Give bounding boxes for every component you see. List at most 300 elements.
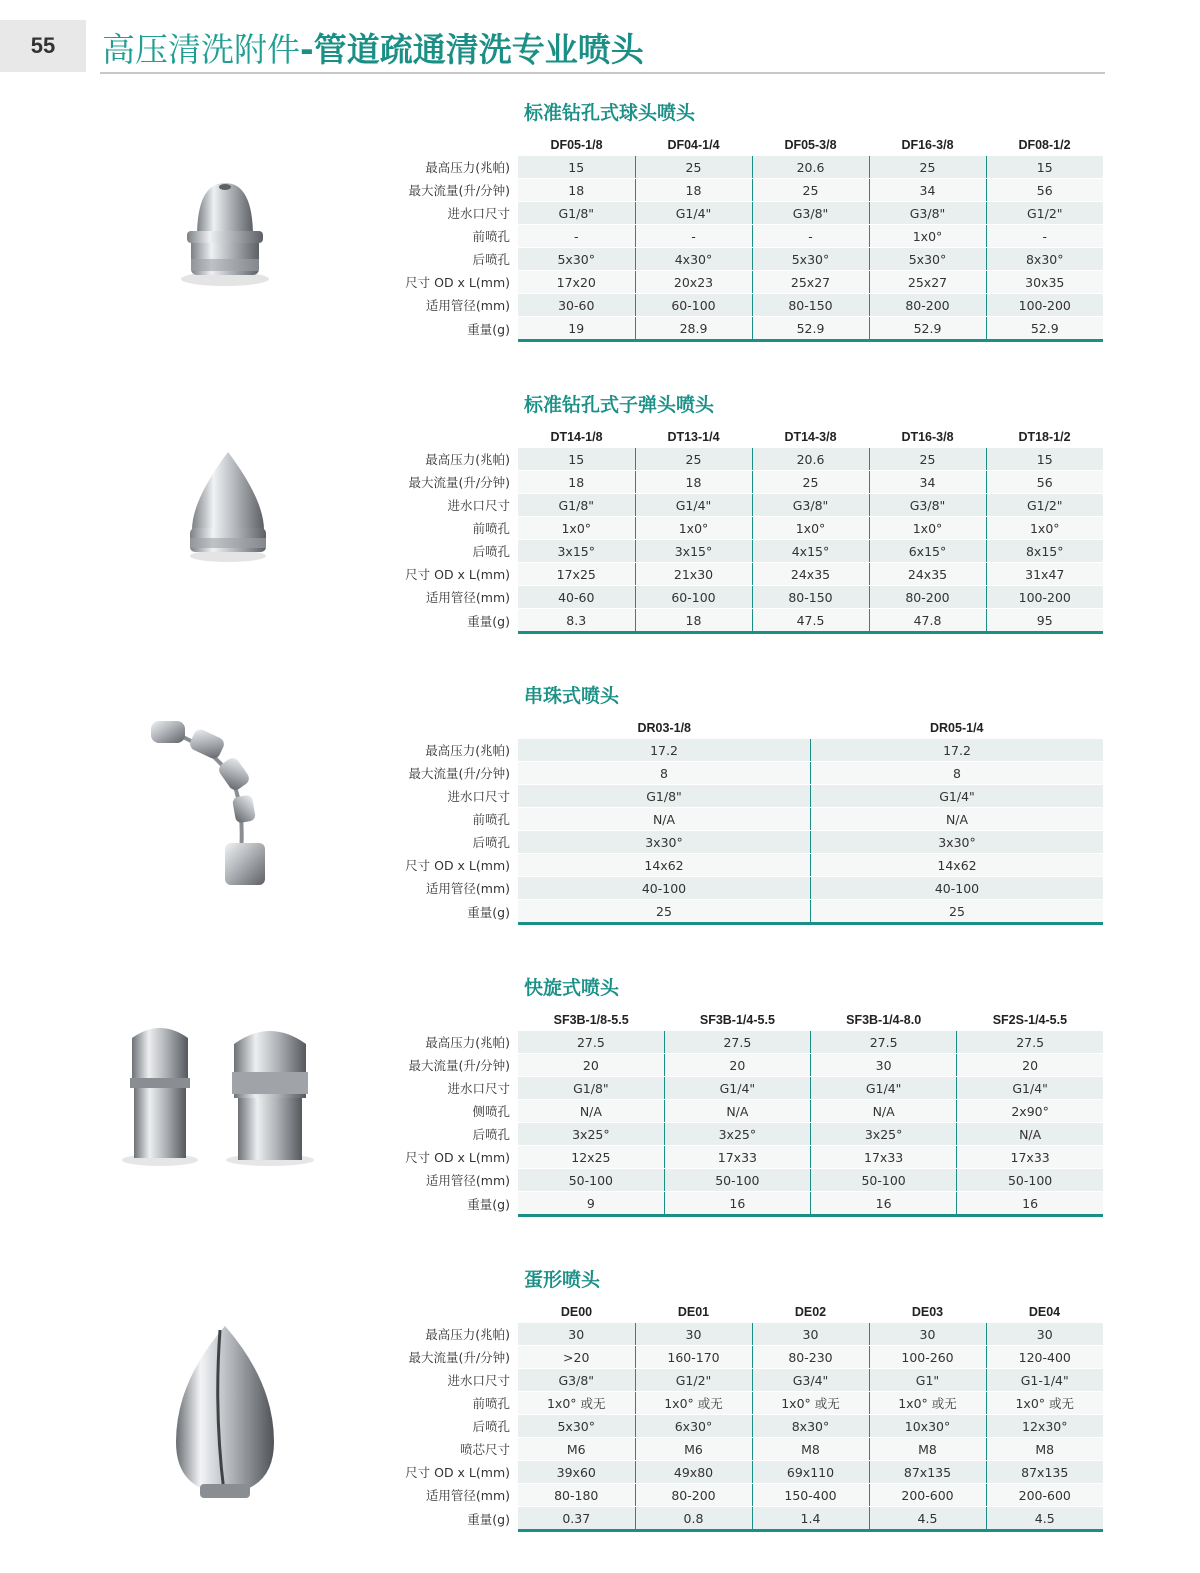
model-header: DF08-1/2	[1018, 138, 1071, 152]
row-label: 尺寸 OD x L(mm)	[378, 563, 518, 586]
table-row	[378, 225, 1103, 248]
egg-nozzle-icon	[170, 1322, 280, 1502]
spec-cell: 80-200	[869, 586, 986, 609]
model-header: DF16-3/8	[901, 138, 954, 152]
spec-cell: G3/8"	[752, 494, 869, 517]
spec-cell: 100-260	[869, 1346, 986, 1369]
row-label: 进水口尺寸	[378, 1077, 518, 1100]
table-row	[378, 471, 1103, 494]
spec-cell: 80-150	[752, 294, 869, 317]
section-title: 快旋式喷头	[524, 977, 620, 999]
spec-cell: 20.6	[752, 448, 869, 471]
table-row	[378, 448, 1103, 471]
spec-cell: 20	[957, 1054, 1103, 1077]
spec-cell: 50-100	[518, 1169, 664, 1192]
table-row	[378, 785, 1103, 808]
table-row	[378, 563, 1103, 586]
spec-cell: M8	[986, 1438, 1103, 1461]
row-label: 后喷孔	[378, 831, 518, 854]
table-row	[378, 1507, 1103, 1531]
spec-cell: 5x30°	[518, 248, 635, 271]
spec-cell: 0.8	[635, 1507, 752, 1531]
spec-cell: G3/8"	[869, 202, 986, 225]
page-title	[102, 24, 644, 71]
model-header: DT16-3/8	[901, 430, 954, 444]
spec-cell: 17x20	[518, 271, 635, 294]
spec-cell: 3x25°	[518, 1123, 664, 1146]
row-label: 进水口尺寸	[378, 494, 518, 517]
spec-cell: 5x30°	[518, 1415, 635, 1438]
spec-cell: 50-100	[664, 1169, 810, 1192]
spec-cell: 8x30°	[752, 1415, 869, 1438]
spec-cell: 52.9	[869, 317, 986, 341]
spec-cell: M8	[869, 1438, 986, 1461]
header-spacer	[378, 426, 518, 448]
ball-nozzle-icon	[165, 175, 285, 290]
row-label: 尺寸 OD x L(mm)	[378, 271, 518, 294]
spec-cell: G3/4"	[752, 1369, 869, 1392]
row-label: 最高压力(兆帕)	[378, 1031, 518, 1054]
spec-cell: 24x35	[752, 563, 869, 586]
table-row	[378, 540, 1103, 563]
spec-table	[378, 426, 1103, 634]
spec-cell: 30-60	[518, 294, 635, 317]
spec-cell: 8.3	[518, 609, 635, 633]
header-spacer	[378, 1301, 518, 1323]
spec-cell: G3/8"	[752, 202, 869, 225]
table-row	[378, 494, 1103, 517]
spec-cell: 100-200	[986, 294, 1103, 317]
spec-cell: 20.6	[752, 156, 869, 179]
spec-cell: 56	[986, 179, 1103, 202]
spec-cell: 18	[635, 471, 752, 494]
model-header: DR05-1/4	[930, 721, 984, 735]
spec-cell: 40-100	[518, 877, 811, 900]
spec-cell: 69x110	[752, 1461, 869, 1484]
model-header: DE01	[677, 1305, 710, 1319]
spec-cell: 30	[635, 1323, 752, 1346]
table-row	[378, 1054, 1103, 1077]
row-label: 最大流量(升/分钟)	[378, 762, 518, 785]
model-header: DR03-1/8	[637, 721, 691, 735]
spec-cell: 4x15°	[752, 540, 869, 563]
row-label: 后喷孔	[378, 540, 518, 563]
spec-cell: 4.5	[986, 1507, 1103, 1531]
table-row	[378, 900, 1103, 924]
row-label: 重量(g)	[378, 317, 518, 341]
spec-cell: 52.9	[752, 317, 869, 341]
spec-cell: 200-600	[869, 1484, 986, 1507]
table-row	[378, 1392, 1103, 1415]
spec-cell: 18	[635, 609, 752, 633]
table-row	[378, 1323, 1103, 1346]
row-label: 进水口尺寸	[378, 785, 518, 808]
spec-cell: G1/4"	[811, 785, 1104, 808]
spec-cell: M6	[518, 1438, 635, 1461]
spec-cell: 30	[811, 1054, 957, 1077]
spec-cell: G1/4"	[635, 202, 752, 225]
spec-cell: G1"	[869, 1369, 986, 1392]
spec-cell: -	[752, 225, 869, 248]
spec-cell: 21x30	[635, 563, 752, 586]
row-label: 尺寸 OD x L(mm)	[378, 854, 518, 877]
row-label: 尺寸 OD x L(mm)	[378, 1146, 518, 1169]
spec-cell: 17.2	[811, 739, 1104, 762]
spec-cell: 30	[518, 1323, 635, 1346]
row-label: 重量(g)	[378, 900, 518, 924]
spec-cell: 25	[752, 179, 869, 202]
spec-cell: 6x30°	[635, 1415, 752, 1438]
spec-cell: 30x35	[986, 271, 1103, 294]
spec-cell: 1x0° 或无	[635, 1392, 752, 1415]
model-header: SF2S-1/4-5.5	[992, 1013, 1068, 1027]
table-row	[378, 1461, 1103, 1484]
section-title: 串珠式喷头	[524, 685, 620, 707]
spec-cell: G1/4"	[664, 1077, 810, 1100]
spec-cell: 15	[518, 448, 635, 471]
bullet-nozzle-icon	[178, 450, 278, 565]
spec-cell: 50-100	[811, 1169, 957, 1192]
spec-cell: 12x30°	[986, 1415, 1103, 1438]
spec-cell: 25	[752, 471, 869, 494]
model-header: DT13-1/4	[667, 430, 720, 444]
row-label: 尺寸 OD x L(mm)	[378, 1461, 518, 1484]
spec-cell: G1/8"	[518, 494, 635, 517]
table-row	[378, 877, 1103, 900]
spec-cell: N/A	[811, 1100, 957, 1123]
spec-cell: -	[518, 225, 635, 248]
spec-cell: 27.5	[811, 1031, 957, 1054]
row-label: 重量(g)	[378, 609, 518, 633]
spec-cell: 30	[986, 1323, 1103, 1346]
header-divider	[100, 72, 1105, 74]
table-row	[378, 317, 1103, 341]
spec-cell: 80-230	[752, 1346, 869, 1369]
model-header: DE02	[794, 1305, 827, 1319]
row-label: 后喷孔	[378, 1123, 518, 1146]
spec-cell: 40-60	[518, 586, 635, 609]
table-row	[378, 294, 1103, 317]
spec-cell: 25	[869, 156, 986, 179]
model-header: DF04-1/4	[667, 138, 720, 152]
table-row	[378, 609, 1103, 633]
model-header: DE04	[1028, 1305, 1061, 1319]
spec-cell: 18	[518, 179, 635, 202]
section-title: 蛋形喷头	[524, 1269, 601, 1291]
row-label: 适用管径(mm)	[378, 1169, 518, 1192]
spec-cell: 12x25	[518, 1146, 664, 1169]
row-label: 前喷孔	[378, 517, 518, 540]
spec-cell: 24x35	[869, 563, 986, 586]
header-spacer	[378, 717, 518, 739]
model-header: DE00	[560, 1305, 593, 1319]
spec-cell: G1-1/4"	[986, 1369, 1103, 1392]
spec-cell: 1.4	[752, 1507, 869, 1531]
model-header: SF3B-1/4-5.5	[699, 1013, 775, 1027]
spec-cell: 50-100	[957, 1169, 1103, 1192]
model-header: DT14-1/8	[550, 430, 603, 444]
spec-cell: G1/8"	[518, 202, 635, 225]
spec-cell: 3x15°	[635, 540, 752, 563]
spec-cell: 80-200	[869, 294, 986, 317]
spec-cell: 80-180	[518, 1484, 635, 1507]
row-label: 最高压力(兆帕)	[378, 1323, 518, 1346]
row-label: 适用管径(mm)	[378, 877, 518, 900]
spec-cell: 3x25°	[811, 1123, 957, 1146]
rotary-nozzle-icon	[120, 1018, 320, 1168]
table-row	[378, 517, 1103, 540]
spec-cell: 27.5	[518, 1031, 664, 1054]
spec-cell: G1/4"	[635, 494, 752, 517]
spec-cell: 16	[957, 1192, 1103, 1216]
spec-cell: 10x30°	[869, 1415, 986, 1438]
spec-cell: 8x30°	[986, 248, 1103, 271]
spec-cell: G1/4"	[811, 1077, 957, 1100]
spec-cell: 16	[811, 1192, 957, 1216]
spec-table	[378, 717, 1103, 925]
table-row	[378, 739, 1103, 762]
spec-cell: 1x0°	[635, 517, 752, 540]
spec-cell: N/A	[811, 808, 1104, 831]
row-label: 后喷孔	[378, 1415, 518, 1438]
spec-cell: 52.9	[986, 317, 1103, 341]
model-header: SF3B-1/8-5.5	[553, 1013, 629, 1027]
table-row	[378, 1369, 1103, 1392]
table-row	[378, 1438, 1103, 1461]
page-title-category: 高压清洗附件	[102, 30, 300, 69]
row-label: 侧喷孔	[378, 1100, 518, 1123]
spec-cell: -	[986, 225, 1103, 248]
spec-cell: 1x0°	[869, 225, 986, 248]
spec-cell: 80-200	[635, 1484, 752, 1507]
spec-cell: 17x33	[811, 1146, 957, 1169]
row-label: 喷芯尺寸	[378, 1438, 518, 1461]
spec-cell: 1x0°	[986, 517, 1103, 540]
table-row	[378, 202, 1103, 225]
spec-cell: 18	[518, 471, 635, 494]
spec-cell: 1x0°	[518, 517, 635, 540]
spec-table	[378, 1009, 1103, 1217]
table-row	[378, 1031, 1103, 1054]
spec-cell: 3x15°	[518, 540, 635, 563]
table-row	[378, 831, 1103, 854]
spec-cell: 60-100	[635, 294, 752, 317]
header-spacer	[378, 1009, 518, 1031]
spec-cell: 200-600	[986, 1484, 1103, 1507]
spec-cell: >20	[518, 1346, 635, 1369]
row-label: 最大流量(升/分钟)	[378, 179, 518, 202]
spec-cell: 0.37	[518, 1507, 635, 1531]
spec-cell: 25x27	[752, 271, 869, 294]
row-label: 最大流量(升/分钟)	[378, 471, 518, 494]
row-label: 适用管径(mm)	[378, 294, 518, 317]
spec-cell: G1/2"	[986, 494, 1103, 517]
section-title: 标准钻孔式球头喷头	[524, 102, 696, 124]
spec-cell: 28.9	[635, 317, 752, 341]
spec-cell: 25x27	[869, 271, 986, 294]
spec-cell: 34	[869, 471, 986, 494]
table-row	[378, 248, 1103, 271]
spec-cell: 20	[664, 1054, 810, 1077]
table-row	[378, 762, 1103, 785]
table-row	[378, 179, 1103, 202]
spec-cell: 27.5	[664, 1031, 810, 1054]
section-title: 标准钻孔式子弹头喷头	[524, 394, 715, 416]
model-header: DF05-1/8	[550, 138, 603, 152]
spec-cell: N/A	[518, 808, 811, 831]
spec-cell: 3x25°	[664, 1123, 810, 1146]
spec-cell: 100-200	[986, 586, 1103, 609]
spec-cell: 6x15°	[869, 540, 986, 563]
row-label: 重量(g)	[378, 1507, 518, 1531]
spec-table	[378, 134, 1103, 342]
spec-cell: 1x0°	[752, 517, 869, 540]
spec-cell: 17x33	[664, 1146, 810, 1169]
spec-cell: 25	[869, 448, 986, 471]
table-row	[378, 156, 1103, 179]
table-row	[378, 1146, 1103, 1169]
row-label: 进水口尺寸	[378, 1369, 518, 1392]
spec-cell: 1x0° 或无	[869, 1392, 986, 1415]
table-row	[378, 1346, 1103, 1369]
spec-cell: 30	[869, 1323, 986, 1346]
spec-cell: 15	[986, 156, 1103, 179]
spec-cell: 5x30°	[869, 248, 986, 271]
spec-cell: 8	[811, 762, 1104, 785]
spec-cell: 27.5	[957, 1031, 1103, 1054]
row-label: 前喷孔	[378, 1392, 518, 1415]
spec-cell: M6	[635, 1438, 752, 1461]
spec-cell: 15	[518, 156, 635, 179]
row-label: 最大流量(升/分钟)	[378, 1054, 518, 1077]
spec-cell: -	[635, 225, 752, 248]
spec-cell: 17x25	[518, 563, 635, 586]
bead-chain-nozzle-icon	[145, 715, 275, 890]
table-row	[378, 586, 1103, 609]
spec-cell: G1/2"	[635, 1369, 752, 1392]
spec-cell: 87x135	[869, 1461, 986, 1484]
spec-cell: 17x33	[957, 1146, 1103, 1169]
table-row	[378, 1192, 1103, 1216]
spec-cell: 19	[518, 317, 635, 341]
table-row	[378, 1169, 1103, 1192]
spec-cell: 20	[518, 1054, 664, 1077]
table-row	[378, 1484, 1103, 1507]
table-row	[378, 1077, 1103, 1100]
row-label: 最高压力(兆帕)	[378, 156, 518, 179]
row-label: 进水口尺寸	[378, 202, 518, 225]
spec-cell: 25	[811, 900, 1104, 924]
spec-cell: 56	[986, 471, 1103, 494]
spec-cell: 40-100	[811, 877, 1104, 900]
spec-cell: 4x30°	[635, 248, 752, 271]
table-row	[378, 1100, 1103, 1123]
spec-cell: 18	[635, 179, 752, 202]
spec-cell: 30	[752, 1323, 869, 1346]
spec-cell: 120-400	[986, 1346, 1103, 1369]
spec-cell: 5x30°	[752, 248, 869, 271]
spec-cell: 1x0° 或无	[518, 1392, 635, 1415]
row-label: 最高压力(兆帕)	[378, 448, 518, 471]
spec-cell: 1x0°	[869, 517, 986, 540]
spec-cell: 47.5	[752, 609, 869, 633]
page-title-subject: -管道疏通清洗专业喷头	[300, 30, 644, 69]
spec-cell: 2x90°	[957, 1100, 1103, 1123]
model-header: SF3B-1/4-8.0	[846, 1013, 922, 1027]
model-header: DE03	[911, 1305, 944, 1319]
spec-cell: 47.8	[869, 609, 986, 633]
spec-cell: G3/8"	[869, 494, 986, 517]
spec-cell: 150-400	[752, 1484, 869, 1507]
spec-cell: G1/8"	[518, 1077, 664, 1100]
spec-cell: 39x60	[518, 1461, 635, 1484]
header-spacer	[378, 134, 518, 156]
row-label: 重量(g)	[378, 1192, 518, 1216]
spec-cell: 20x23	[635, 271, 752, 294]
spec-cell: 34	[869, 179, 986, 202]
spec-cell: 25	[635, 156, 752, 179]
table-row	[378, 1123, 1103, 1146]
spec-cell: 95	[986, 609, 1103, 633]
table-row	[378, 1415, 1103, 1438]
spec-cell: 80-150	[752, 586, 869, 609]
row-label: 前喷孔	[378, 225, 518, 248]
table-row	[378, 271, 1103, 294]
spec-cell: 4.5	[869, 1507, 986, 1531]
spec-cell: 17.2	[518, 739, 811, 762]
spec-cell: N/A	[957, 1123, 1103, 1146]
model-header: DT18-1/2	[1018, 430, 1071, 444]
spec-cell: G1/8"	[518, 785, 811, 808]
spec-cell: 31x47	[986, 563, 1103, 586]
spec-cell: 9	[518, 1192, 664, 1216]
spec-cell: 1x0° 或无	[752, 1392, 869, 1415]
table-row	[378, 808, 1103, 831]
spec-cell: 8x15°	[986, 540, 1103, 563]
spec-cell: 16	[664, 1192, 810, 1216]
spec-cell: M8	[752, 1438, 869, 1461]
spec-cell: 14x62	[518, 854, 811, 877]
spec-cell: 14x62	[811, 854, 1104, 877]
row-label: 最高压力(兆帕)	[378, 739, 518, 762]
spec-cell: 25	[518, 900, 811, 924]
spec-cell: 3x30°	[811, 831, 1104, 854]
spec-cell: N/A	[518, 1100, 664, 1123]
model-header: DF05-3/8	[784, 138, 837, 152]
row-label: 前喷孔	[378, 808, 518, 831]
row-label: 最大流量(升/分钟)	[378, 1346, 518, 1369]
spec-cell: 160-170	[635, 1346, 752, 1369]
row-label: 适用管径(mm)	[378, 1484, 518, 1507]
spec-cell: 3x30°	[518, 831, 811, 854]
row-label: 后喷孔	[378, 248, 518, 271]
spec-table	[378, 1301, 1103, 1532]
spec-cell: 8	[518, 762, 811, 785]
page-number: 55	[0, 20, 86, 72]
spec-cell: G1/4"	[957, 1077, 1103, 1100]
spec-cell: 25	[635, 448, 752, 471]
spec-cell: 60-100	[635, 586, 752, 609]
model-header: DT14-3/8	[784, 430, 837, 444]
spec-cell: N/A	[664, 1100, 810, 1123]
spec-cell: G3/8"	[518, 1369, 635, 1392]
spec-cell: 87x135	[986, 1461, 1103, 1484]
spec-cell: G1/2"	[986, 202, 1103, 225]
spec-cell: 15	[986, 448, 1103, 471]
spec-cell: 1x0° 或无	[986, 1392, 1103, 1415]
row-label: 适用管径(mm)	[378, 586, 518, 609]
table-row	[378, 854, 1103, 877]
